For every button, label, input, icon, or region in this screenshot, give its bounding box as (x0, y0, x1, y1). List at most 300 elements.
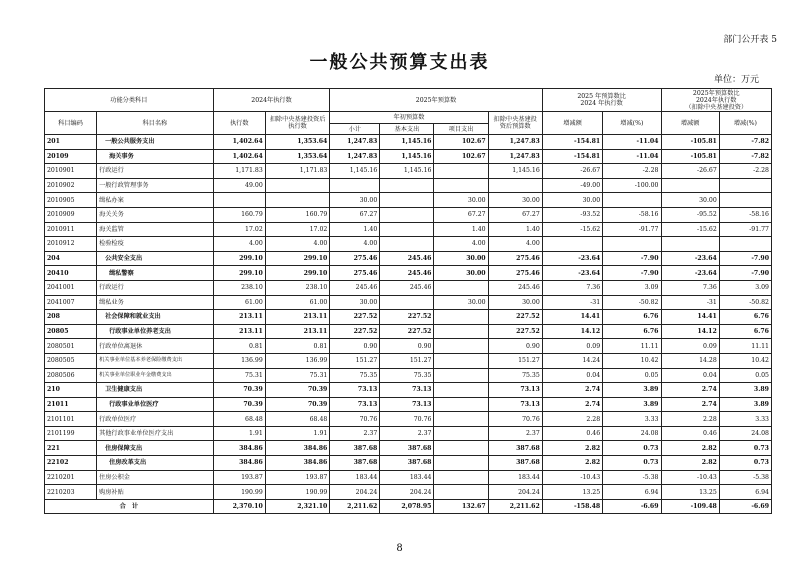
cell-value: 1,247.83 (330, 149, 380, 164)
total-label: 合 计 (45, 499, 214, 514)
cell-value: -11.04 (603, 135, 661, 150)
cell-value: 275.46 (488, 251, 542, 266)
cell-code: 201 (45, 135, 97, 150)
cell-value: -154.81 (542, 135, 602, 150)
header-code: 科目编码 (45, 112, 97, 135)
cell-value: 61.00 (265, 295, 330, 310)
cell-value: 24.08 (603, 426, 661, 441)
cell-value: 151.27 (330, 353, 380, 368)
table-row (45, 207, 772, 222)
cell-value: 0.81 (213, 339, 265, 354)
cell-value: 6.76 (719, 310, 771, 325)
cell-value: 1,145.16 (380, 164, 434, 179)
cell-value: 67.27 (434, 207, 488, 222)
cell-code: 2010909 (45, 207, 97, 222)
cell-value: -15.62 (542, 222, 602, 237)
cell-value: -2.28 (719, 164, 771, 179)
cell-value: 1,353.64 (265, 135, 330, 150)
cell-value: 2.28 (542, 412, 602, 427)
cell-value: 299.10 (213, 266, 265, 281)
cell-value: 275.46 (330, 266, 380, 281)
cell-value: 387.68 (380, 456, 434, 471)
table-row (45, 149, 772, 164)
cell-value: 70.39 (265, 383, 330, 398)
cell-value: 0.73 (719, 441, 771, 456)
cell-name: 行政运行 (97, 164, 214, 179)
cell-value: -11.04 (603, 149, 661, 164)
cell-value: 204.24 (488, 485, 542, 500)
cell-value: -26.67 (542, 164, 602, 179)
cell-code: 2080505 (45, 353, 97, 368)
cell-value: 227.52 (488, 324, 542, 339)
cell-value: 1,171.83 (265, 164, 330, 179)
cell-value: 6.76 (719, 324, 771, 339)
cell-value: 102.67 (434, 135, 488, 150)
cell-value (434, 470, 488, 485)
cell-value: 2.82 (542, 441, 602, 456)
cell-value: 75.31 (265, 368, 330, 383)
cell-value: 227.52 (488, 310, 542, 325)
cell-value (434, 368, 488, 383)
cell-value: -105.81 (661, 135, 719, 150)
cell-value: -95.52 (661, 207, 719, 222)
cell-value: 160.79 (265, 207, 330, 222)
cell-code: 22102 (45, 456, 97, 471)
header-budget-2025: 2025年预算数 (330, 89, 542, 112)
total-value: 2,078.95 (380, 499, 434, 514)
cell-value (380, 237, 434, 252)
cell-name: 其他行政事业单位医疗支出 (97, 426, 214, 441)
cell-code: 2101101 (45, 412, 97, 427)
cell-value (661, 237, 719, 252)
header-func: 功能分类科目 (45, 89, 214, 112)
table-row (45, 441, 772, 456)
header-pct-2: 增减(%) (719, 112, 771, 135)
cell-value (380, 178, 434, 193)
cell-value: -50.82 (603, 295, 661, 310)
cell-value: 68.48 (265, 412, 330, 427)
cell-value: 0.05 (603, 368, 661, 383)
cell-value: 30.00 (434, 295, 488, 310)
cell-value: 49.00 (213, 178, 265, 193)
cell-value: -23.64 (661, 251, 719, 266)
cell-value: -105.81 (661, 149, 719, 164)
cell-value (542, 237, 602, 252)
cell-value: 387.68 (488, 441, 542, 456)
cell-value: 7.36 (661, 280, 719, 295)
cell-value: 75.35 (330, 368, 380, 383)
cell-value: 2.28 (661, 412, 719, 427)
cell-value: 14.12 (661, 324, 719, 339)
cell-value (434, 310, 488, 325)
cell-value: 75.35 (488, 368, 542, 383)
cell-value: 299.10 (265, 266, 330, 281)
cell-value (434, 441, 488, 456)
cell-value: 14.24 (542, 353, 602, 368)
cell-value: 3.33 (719, 412, 771, 427)
cell-name: 行政事业单位养老支出 (97, 324, 214, 339)
cell-value: 30.00 (434, 266, 488, 281)
cell-value: 2.74 (661, 383, 719, 398)
cell-value: -15.62 (661, 222, 719, 237)
cell-value: 183.44 (380, 470, 434, 485)
table-row (45, 295, 772, 310)
header-initial: 年初预算数 (330, 112, 488, 124)
cell-code: 2010912 (45, 237, 97, 252)
cell-value: 213.11 (213, 324, 265, 339)
table-row (45, 237, 772, 252)
cell-value: 238.10 (265, 280, 330, 295)
cell-value (213, 193, 265, 208)
cell-value: 6.76 (603, 324, 661, 339)
cell-value: 227.52 (380, 324, 434, 339)
cell-value: 10.42 (719, 353, 771, 368)
cell-value: 2.74 (542, 397, 602, 412)
cell-name: 海关监管 (97, 222, 214, 237)
header-project: 项目支出 (434, 124, 488, 135)
cell-value: 30.00 (330, 193, 380, 208)
cell-value (603, 237, 661, 252)
cell-value: 30.00 (434, 251, 488, 266)
cell-name: 行政单位医疗 (97, 412, 214, 427)
cell-value: -7.82 (719, 135, 771, 150)
cell-value: 1,247.83 (488, 149, 542, 164)
table-row (45, 280, 772, 295)
cell-name: 机关事业单位职业年金缴费支出 (97, 368, 214, 383)
cell-value (434, 485, 488, 500)
cell-value: 0.81 (265, 339, 330, 354)
cell-name: 机关事业单位基本养老保险缴费支出 (97, 353, 214, 368)
cell-value (661, 178, 719, 193)
cell-value: 2.82 (661, 441, 719, 456)
cell-code: 2210201 (45, 470, 97, 485)
cell-value: 1,145.16 (330, 164, 380, 179)
cell-value: -91.77 (719, 222, 771, 237)
budget-table (44, 88, 772, 514)
cell-value: -93.52 (542, 207, 602, 222)
cell-value: 204.24 (330, 485, 380, 500)
cell-value: 1,402.64 (213, 135, 265, 150)
cell-value: 151.27 (380, 353, 434, 368)
total-value: -6.69 (603, 499, 661, 514)
cell-value: -7.90 (603, 266, 661, 281)
table-row (45, 470, 772, 485)
cell-value: 0.90 (380, 339, 434, 354)
cell-value: 14.41 (542, 310, 602, 325)
table-row (45, 310, 772, 325)
cell-value: 190.99 (265, 485, 330, 500)
cell-value: 1.40 (434, 222, 488, 237)
table-row (45, 178, 772, 193)
cell-value: 0.46 (542, 426, 602, 441)
cell-code: 210 (45, 383, 97, 398)
cell-value (434, 397, 488, 412)
cell-value: 1,247.83 (330, 135, 380, 150)
table-row (45, 266, 772, 281)
cell-value: 68.48 (213, 412, 265, 427)
cell-value: 102.67 (434, 149, 488, 164)
cell-value: 6.76 (603, 310, 661, 325)
cell-code: 20109 (45, 149, 97, 164)
cell-value: 6.94 (719, 485, 771, 500)
cell-value: 2.74 (661, 397, 719, 412)
cell-value: 384.86 (265, 441, 330, 456)
total-value: -6.69 (719, 499, 771, 514)
cell-name: 缉私办案 (97, 193, 214, 208)
cell-value: 2.74 (542, 383, 602, 398)
cell-value (380, 295, 434, 310)
cell-value: 70.76 (488, 412, 542, 427)
cell-code: 204 (45, 251, 97, 266)
cell-value: 2.82 (661, 456, 719, 471)
cell-value: 4.00 (434, 237, 488, 252)
cell-value: -31 (661, 295, 719, 310)
table-row (45, 383, 772, 398)
cell-value: 30.00 (661, 193, 719, 208)
header-budget-excl: 扣除中央基建投资后预算数 (488, 112, 542, 135)
cell-value: 0.73 (719, 456, 771, 471)
cell-value: 1,145.16 (380, 135, 434, 150)
cell-value: 0.46 (661, 426, 719, 441)
cell-value: 0.09 (661, 339, 719, 354)
cell-value: -7.90 (719, 266, 771, 281)
cell-value: -23.64 (542, 251, 602, 266)
cell-name: 住房公积金 (97, 470, 214, 485)
cell-value: -5.38 (719, 470, 771, 485)
table-row (45, 397, 772, 412)
cell-value: 384.86 (265, 456, 330, 471)
cell-value: 3.09 (603, 280, 661, 295)
cell-value: 3.89 (603, 397, 661, 412)
cell-value (434, 280, 488, 295)
cell-value: -10.43 (661, 470, 719, 485)
total-value: -158.48 (542, 499, 602, 514)
unit-label: 单位：万元 (713, 75, 759, 85)
cell-value: 299.10 (265, 251, 330, 266)
cell-value: 13.25 (542, 485, 602, 500)
cell-value (719, 178, 771, 193)
cell-value: -5.38 (603, 470, 661, 485)
cell-value: -58.16 (719, 207, 771, 222)
cell-value: 0.73 (603, 456, 661, 471)
cell-value: 0.90 (488, 339, 542, 354)
cell-value: -100.00 (603, 178, 661, 193)
total-value: -109.48 (661, 499, 719, 514)
cell-value: 213.11 (265, 310, 330, 325)
cell-value: 387.68 (380, 441, 434, 456)
cell-value: 6.94 (603, 485, 661, 500)
cell-name: 检验检疫 (97, 237, 214, 252)
cell-value: 245.46 (380, 266, 434, 281)
table-row (45, 485, 772, 500)
cell-value (380, 193, 434, 208)
cell-value: 75.35 (380, 368, 434, 383)
cell-value: 3.89 (719, 383, 771, 398)
cell-value: 151.27 (488, 353, 542, 368)
cell-value: 299.10 (213, 251, 265, 266)
cell-value: -23.64 (542, 266, 602, 281)
cell-value: 73.13 (330, 383, 380, 398)
cell-value: 1.91 (213, 426, 265, 441)
header-exec-excl: 扣除中央基建投资后执行数 (265, 112, 330, 135)
cell-value: 3.89 (719, 397, 771, 412)
cell-value: 275.46 (488, 266, 542, 281)
cell-value: 4.00 (488, 237, 542, 252)
table-row (45, 426, 772, 441)
cell-value: 30.00 (330, 295, 380, 310)
cell-value (265, 193, 330, 208)
cell-value: 14.12 (542, 324, 602, 339)
cell-value: 387.68 (330, 441, 380, 456)
cell-name: 行政单位离退休 (97, 339, 214, 354)
cell-value: 11.11 (603, 339, 661, 354)
cell-value: 245.46 (330, 280, 380, 295)
cell-value: 227.52 (380, 310, 434, 325)
cell-value: 70.39 (213, 383, 265, 398)
cell-value (603, 193, 661, 208)
cell-value: 1.40 (330, 222, 380, 237)
cell-value: 238.10 (213, 280, 265, 295)
cell-value: 67.27 (488, 207, 542, 222)
cell-value: -10.43 (542, 470, 602, 485)
cell-name: 行政运行 (97, 280, 214, 295)
total-value: 2,370.10 (213, 499, 265, 514)
cell-value: 1.40 (488, 222, 542, 237)
cell-value: 70.76 (330, 412, 380, 427)
cell-value: -154.81 (542, 149, 602, 164)
cell-value (434, 426, 488, 441)
cell-code: 2101199 (45, 426, 97, 441)
cell-value: 1.91 (265, 426, 330, 441)
cell-value: 2.37 (380, 426, 434, 441)
header-pct-1: 增减(%) (603, 112, 661, 135)
total-value: 2,211.62 (488, 499, 542, 514)
cell-value: 1,145.16 (380, 149, 434, 164)
header-exec: 执行数 (213, 112, 265, 135)
cell-value: 1,145.16 (488, 164, 542, 179)
cell-value: 61.00 (213, 295, 265, 310)
cell-value (434, 412, 488, 427)
cell-value: 1,171.83 (213, 164, 265, 179)
cell-value: 245.46 (380, 280, 434, 295)
cell-value: 227.52 (330, 324, 380, 339)
table-tag: 部门公开表 5 (723, 35, 777, 45)
cell-name: 一般公共服务支出 (97, 135, 214, 150)
page-number: 8 (396, 543, 403, 554)
table-row (45, 222, 772, 237)
cell-value: 0.90 (330, 339, 380, 354)
total-value: 2,321.10 (265, 499, 330, 514)
cell-value (719, 193, 771, 208)
cell-value (434, 178, 488, 193)
header-cmp-excl: 2025年预算数比 2024年执行数 （扣除中央基建投资） (661, 89, 772, 112)
cell-name: 住房改革支出 (97, 456, 214, 471)
cell-value: 1,353.64 (265, 149, 330, 164)
cell-value: 384.86 (213, 441, 265, 456)
cell-value (434, 353, 488, 368)
cell-value: 11.11 (719, 339, 771, 354)
cell-value: 183.44 (330, 470, 380, 485)
header-inc-1: 增减额 (542, 112, 602, 135)
cell-value (434, 324, 488, 339)
cell-value: 24.08 (719, 426, 771, 441)
cell-value: 4.00 (213, 237, 265, 252)
cell-value: -49.00 (542, 178, 602, 193)
cell-value: 160.79 (213, 207, 265, 222)
cell-value: 30.00 (488, 193, 542, 208)
cell-value: -23.64 (661, 266, 719, 281)
cell-name: 一般行政管理事务 (97, 178, 214, 193)
cell-value: 0.09 (542, 339, 602, 354)
cell-code: 2010901 (45, 164, 97, 179)
cell-name: 海关事务 (97, 149, 214, 164)
table-row (45, 135, 772, 150)
cell-name: 社会保障和就业支出 (97, 310, 214, 325)
cell-name: 卫生健康支出 (97, 383, 214, 398)
cell-value: 384.86 (213, 456, 265, 471)
table-row (45, 353, 772, 368)
cell-value: -2.28 (603, 164, 661, 179)
header-subtotal: 小计 (330, 124, 380, 135)
cell-value: 73.13 (488, 397, 542, 412)
cell-value: 0.73 (603, 441, 661, 456)
cell-value (330, 178, 380, 193)
cell-value: 30.00 (542, 193, 602, 208)
cell-value: 73.13 (488, 383, 542, 398)
table-row (45, 164, 772, 179)
cell-value: 193.87 (265, 470, 330, 485)
cell-value: 193.87 (213, 470, 265, 485)
cell-value: -58.16 (603, 207, 661, 222)
cell-name: 行政事业单位医疗 (97, 397, 214, 412)
cell-value: 75.31 (213, 368, 265, 383)
cell-value: -7.82 (719, 149, 771, 164)
cell-value: 387.68 (330, 456, 380, 471)
cell-value: 7.36 (542, 280, 602, 295)
cell-code: 2080501 (45, 339, 97, 354)
cell-code: 221 (45, 441, 97, 456)
cell-value: 227.52 (330, 310, 380, 325)
cell-value: -31 (542, 295, 602, 310)
cell-value (434, 339, 488, 354)
cell-value: 275.46 (330, 251, 380, 266)
cell-value: 73.13 (380, 383, 434, 398)
cell-value: 4.00 (265, 237, 330, 252)
cell-value: 73.13 (330, 397, 380, 412)
table-row (45, 368, 772, 383)
cell-value: 1,402.64 (213, 149, 265, 164)
cell-value (719, 237, 771, 252)
cell-value: 70.39 (213, 397, 265, 412)
cell-value: 2.37 (330, 426, 380, 441)
cell-value: 10.42 (603, 353, 661, 368)
cell-name: 海关关务 (97, 207, 214, 222)
header-basic: 基本支出 (380, 124, 434, 135)
cell-value: -26.67 (661, 164, 719, 179)
cell-value: 245.46 (380, 251, 434, 266)
cell-code: 2010905 (45, 193, 97, 208)
cell-code: 2080506 (45, 368, 97, 383)
header-name: 科目名称 (97, 112, 214, 135)
cell-value (434, 383, 488, 398)
total-value: 132.67 (434, 499, 488, 514)
cell-value: 183.44 (488, 470, 542, 485)
cell-value: 204.24 (380, 485, 434, 500)
cell-value (380, 222, 434, 237)
cell-value (488, 178, 542, 193)
total-value: 2,211.62 (330, 499, 380, 514)
cell-code: 2210203 (45, 485, 97, 500)
